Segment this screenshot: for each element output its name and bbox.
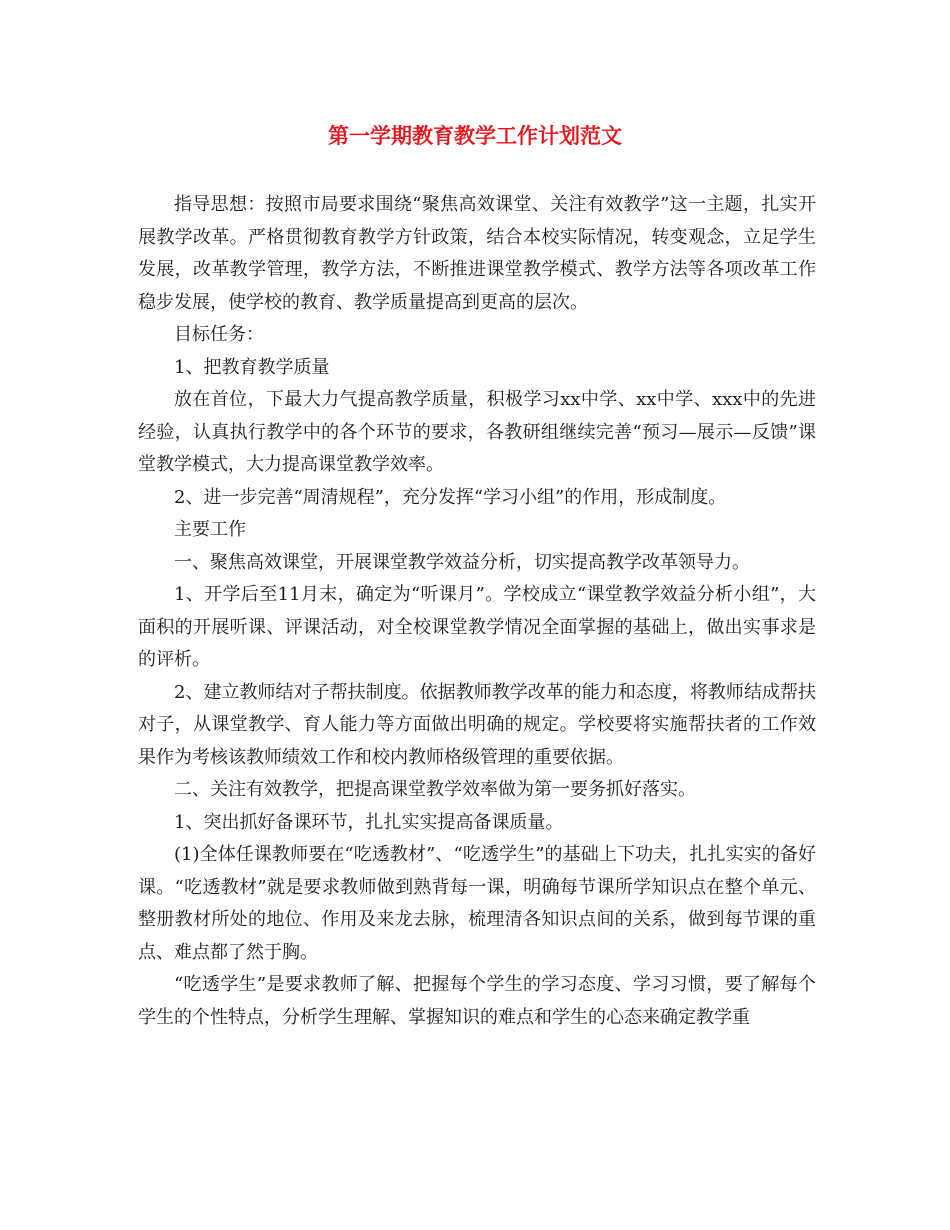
paragraph-know-students: “吃透学生”是要求教师了解、把握每个学生的学习态度、学习习惯，要了解每个学生的个性特点，分析学生理解、掌握知识的难点和学生的心态来确定教学重 [138,974,816,1028]
paragraph-guiding-thought: 指导思想：按照市局要求围绕“聚焦高效课堂、关注有效教学”这一主题，扎实开展教学改革。严格贯彻教育教学方针政策，结合本校实际情况，转变观念，立足学生发展，改革教学管理，教学方法，不断推进课堂教学模式、教学方法等各项改革工作稳步发展，使学校的教育、教学质量提高到更高的层次。 [138,194,816,313]
paragraph-goals-heading: 目标任务： [174,324,264,345]
paragraph-section-2-item-1-sub-1: (1)全体任课教师要在“吃透教材”、“吃透学生”的基础上下功夫，扎扎实实的备好课。“吃透教材”就是要求教师做到熟背每一课，明确每节课所学知识点在整个单元、整册教材所处的地位、作用及来龙去脉，梳理清各知识点间的关系，做到每节课的重点、难点都了然于胸。 [138,844,816,963]
paragraph-goal-1-body: 放在首位，下最大力气提高教学质量，积极学习xx中学、xx中学、xxx中的先进经验，认真执行教学中的各个环节的要求，各教研组继续完善“预习—展示—反馈”课堂教学模式，大力提高课堂教学效率。 [138,389,816,475]
paragraph-goal-1-heading: 1、把教育教学质量 [174,356,330,378]
document-body [138,189,816,1034]
paragraph-section-2-item-1: 1、突出抓好备课环节，扎扎实实提高备课质量。 [174,811,564,833]
paragraph-goal-2: 2、进一步完善“周清规程”，充分发挥“学习小组”的作用，形成制度。 [174,486,727,508]
paragraph-main-work-heading: 主要工作 [174,519,246,540]
paragraph-section-2-heading: 二、关注有效教学，把提高课堂教学效率做为第一要务抓好落实。 [174,779,696,800]
paragraph-section-1-item-2: 2、建立教师结对子帮扶制度。依据教师教学改革的能力和态度，将教师结成帮扶对子，从课堂教学、育人能力等方面做出明确的规定。学校要将实施帮扶者的工作效果作为考核该教师绩效工作和校内教师格级管理的重要依据。 [138,681,816,768]
paragraph-section-1-heading: 一、聚焦高效课堂，开展课堂教学效益分析，切实提高教学改革领导力。 [174,551,750,573]
document-title: 第一学期教育教学工作计划范文 [328,123,622,148]
paragraph-section-1-item-1: 1、开学后至11月末，确定为“听课月”。学校成立“课堂教学效益分析小组”，大面积的开展听课、评课活动，对全校课堂教学情况全面掌握的基础上，做出实事求是的评析。 [138,584,816,670]
